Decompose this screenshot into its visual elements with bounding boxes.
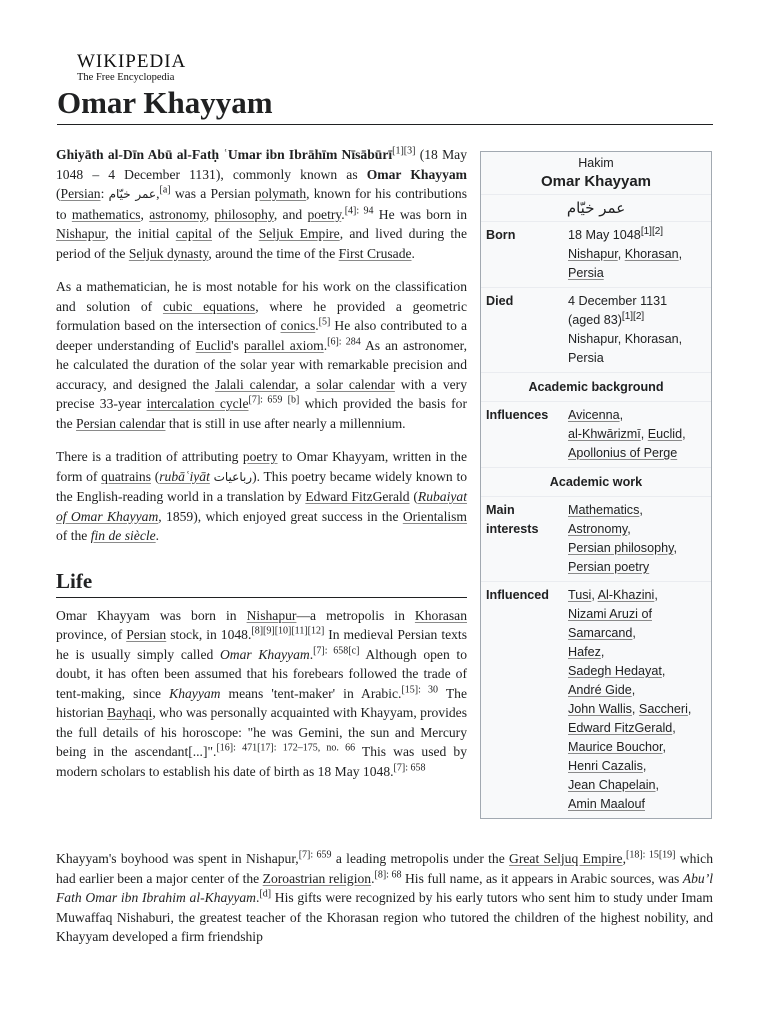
link-first-crusade[interactable]: First Crusade [338, 245, 412, 261]
link-astronomy[interactable]: Astronomy [568, 522, 628, 536]
logo-wordmark: WIKIPEDIA [77, 51, 187, 72]
link-edward-fitzgerald[interactable]: Edward FitzGerald [568, 721, 673, 735]
ref-sup[interactable]: [1][2] [640, 225, 664, 237]
ref-sup[interactable]: [1][3] [392, 145, 416, 157]
link-jalali-calendar[interactable]: Jalali calendar [215, 376, 296, 392]
link-poetry[interactable]: poetry [242, 449, 278, 464]
link-orientalism[interactable]: Orientalism [402, 508, 467, 524]
link-amin-maalouf[interactable]: Amin Maalouf [568, 797, 645, 811]
ref-sup[interactable]: [16]: 471[17]: 172–175, no. 66 [216, 742, 356, 754]
ref-sup[interactable]: [15]: 30 [401, 683, 439, 695]
infobox-native-name: عمر خیّام [566, 199, 626, 217]
infobox-row-influenced [481, 581, 711, 818]
infobox [480, 151, 712, 819]
section-heading-life: Life [56, 568, 467, 598]
infobox-section-work: Academic work [481, 467, 711, 496]
ref-sup[interactable]: [7]: 659 [248, 394, 283, 406]
native-name: عمر خیّام [108, 187, 157, 201]
ref-sup[interactable]: [8][9][10][11][12] [251, 625, 325, 637]
ref-sup[interactable]: [8]: 68 [374, 868, 402, 880]
paragraph-intro: Ghiyāth al-Dīn Abū al-Fatḥ ʿUmar ibn Ibrāhīm Nīsābūrī[1][3] (18 May 1048 – 4 December 1131), commonly known as Omar Khayyam (Persian: عمر خیّام,[a] was a Persian polymath, known for his contributions to mathematics, astronomy, philosophy, and poetry.$^{[4]: 94}$ He was born in Nishapur, the initial capital of the Seljuk Empire, and lived during the period of the Seljuk dynasty, around the time of the First Crusade. [56, 145, 467, 261]
link-seljuk-empire[interactable]: Seljuk Empire [258, 226, 340, 241]
infobox-value: 4 December 1131 (aged 83)[1][2] Nishapur, Khorasan, Persia [568, 294, 683, 365]
infobox-label: Died [486, 294, 514, 308]
link-persian-language[interactable]: Persian [60, 186, 101, 201]
link-jean-chapelain[interactable]: Jean Chapelain [568, 778, 656, 792]
common-name: Omar Khayyam [366, 166, 467, 182]
ref-sup[interactable]: [4]: 94 [344, 204, 374, 216]
link-avicenna[interactable]: Avicenna [568, 408, 620, 422]
logo-tagline: The Free Encyclopedia [77, 72, 175, 83]
rubaiyat-arabic: رباعیات [213, 469, 253, 484]
infobox-honorific: Hakim [578, 156, 614, 170]
link-great-seljuq-empire[interactable]: Great Seljuq Empire [509, 851, 623, 866]
ref-sup[interactable]: [18]: 15[19] [625, 849, 676, 861]
infobox-value: Tusi, Al-Khazini, Nizami Aruzi of Samarcand, Hafez, Sadegh Hedayat, André Gide, John Wallis, Saccheri, Edward FitzGerald, Maurice Bouchor, Henri Cazalis, Jean Chapelain, Amin Maalouf [568, 588, 692, 811]
link-nizami-aruzi[interactable]: Nizami Aruzi of Samarcand [568, 607, 652, 640]
link-quatrains[interactable]: quatrains [101, 468, 152, 484]
infobox-native-name-row [481, 194, 711, 221]
link-mathematics[interactable]: Mathematics [568, 503, 640, 517]
link-nishapur[interactable]: Nishapur [246, 607, 297, 623]
ref-sup[interactable]: [6]: 284 [327, 335, 361, 347]
link-astronomy[interactable]: astronomy [149, 206, 206, 222]
infobox-value: Avicenna, al-Khwārizmī, Euclid, Apollonius of Perge [568, 408, 686, 460]
link-apollonius[interactable]: Apollonius of Perge [568, 446, 678, 460]
infobox-label: Main interests [486, 503, 539, 536]
link-al-khwarizmi[interactable]: al-Khwārizmī [568, 427, 641, 441]
link-fin-de-siecle[interactable]: fin de siècle [90, 528, 156, 543]
link-nishapur[interactable]: Nishapur [56, 226, 106, 241]
link-mathematics[interactable]: mathematics [71, 206, 141, 222]
link-parallel-axiom[interactable]: parallel axiom [243, 337, 324, 353]
infobox-label: Influenced [486, 588, 549, 602]
link-persian-poetry[interactable]: Persian poetry [568, 560, 650, 574]
link-cubic-equations[interactable]: cubic equations [162, 298, 256, 314]
full-name: Ghiyāth al-Dīn Abū al-Fatḥ ʿUmar ibn Ibrāhīm Nīsābūrī [56, 147, 393, 162]
infobox-label: Born [486, 228, 516, 242]
link-intercalation-cycle[interactable]: intercalation cycle [146, 396, 249, 411]
link-rubaiyat-term[interactable]: rubāʿiyāt [159, 468, 210, 484]
infobox-row-interests [481, 496, 711, 581]
link-john-wallis[interactable]: John Wallis [568, 702, 632, 716]
link-poetry[interactable]: poetry [307, 206, 342, 222]
ref-sup[interactable]: [7]: 658[c] [313, 644, 360, 656]
link-sadegh-hedayat[interactable]: Sadegh Hedayat [568, 664, 662, 678]
infobox-row-born [481, 221, 711, 287]
link-persian-philosophy[interactable]: Persian philosophy [568, 541, 674, 555]
link-khorasan[interactable]: Khorasan [414, 607, 467, 623]
link-philosophy[interactable]: philosophy [214, 206, 274, 222]
infobox-row-died [481, 287, 711, 372]
paragraph-mathematics: As a mathematician, he is most notable for his work on the classification and solution of cubic equations, where he provided a geometric formulation based on the intersection of conics.[5] He also contributed to a deeper understanding of Euclid's parallel axiom.$^{[6]: 284}$ As an astronomer, he calculated the duration of the solar year with remarkable precision and accuracy, and designed the Jalali calendar, a solar calendar with a very precise 33-year intercalation cycle$^{[7]: 659}$ [b] which provided the basis for the Persian calendar that is still in use after nearly a millennium. [56, 279, 467, 431]
infobox-section-background: Academic background [481, 372, 711, 401]
wikipedia-logo[interactable] [77, 52, 186, 84]
link-conics[interactable]: conics [280, 318, 316, 333]
link-al-khazini[interactable]: Al-Khazini [597, 588, 655, 602]
link-euclid[interactable]: Euclid [647, 427, 683, 441]
link-persian-people[interactable]: Persian [126, 627, 167, 642]
infobox-label: Influences [486, 408, 549, 422]
link-rubaiyat-book[interactable]: Rubaiyat of Omar Khayyam [56, 489, 467, 524]
ref-sup[interactable]: [d] [259, 888, 272, 900]
paragraph-poetry: There is a tradition of attributing poetry to Omar Khayyam, written in the form of quatrains (rubāʿiyāt رباعیات). This poetry became widely known to the English-reading world in a translation by Edward FitzGerald (Rubaiyat of Omar Khayyam, 1859), which enjoyed great success in the Orientalism of the fin de siècle. [56, 449, 468, 543]
link-andre-gide[interactable]: André Gide [568, 683, 632, 697]
ref-sup[interactable]: [7]: 658 [393, 761, 426, 773]
link-persian-calendar[interactable]: Persian calendar [76, 415, 166, 431]
ref-sup[interactable]: [b] [287, 394, 300, 406]
link-persia[interactable]: Persia [568, 266, 604, 280]
link-maurice-bouchor[interactable]: Maurice Bouchor [568, 740, 663, 754]
link-polymath[interactable]: polymath [254, 186, 307, 201]
ref-sup[interactable]: [a] [159, 184, 171, 196]
link-nishapur[interactable]: Nishapur [568, 247, 618, 261]
infobox-value: Mathematics, Astronomy, Persian philosophy, Persian poetry [568, 503, 677, 574]
link-tusi[interactable]: Tusi [568, 588, 592, 602]
link-khorasan[interactable]: Khorasan [624, 247, 679, 261]
link-zoroastrian-religion[interactable]: Zoroastrian religion [262, 870, 372, 886]
infobox-row-influences [481, 401, 711, 467]
infobox-value: 18 May 1048[1][2] Nishapur, Khorasan, Persia [568, 225, 683, 280]
ref-sup[interactable]: [7]: 659 [298, 849, 332, 861]
link-edward-fitzgerald[interactable]: Edward FitzGerald [305, 489, 410, 504]
link-bayhaqi[interactable]: Bayhaqi [107, 705, 153, 720]
ref-sup[interactable]: [5] [318, 316, 331, 328]
page-title: Omar Khayyam [57, 86, 713, 125]
ref-sup[interactable]: [1][2] [621, 310, 645, 322]
infobox-name: Omar Khayyam [540, 173, 652, 190]
link-hafez[interactable]: Hafez [568, 645, 601, 659]
link-solar-calendar[interactable]: solar calendar [316, 376, 395, 392]
link-capital[interactable]: capital [175, 226, 212, 241]
link-seljuk-dynasty[interactable]: Seljuk dynasty [128, 245, 209, 261]
link-henri-cazalis[interactable]: Henri Cazalis [568, 759, 643, 773]
link-saccheri[interactable]: Saccheri [638, 702, 688, 716]
link-euclid[interactable]: Euclid [195, 337, 232, 353]
paragraph-life: Omar Khayyam was born in Nishapur—a metropolis in Khorasan province, of Persian stock, in 1048.[8][9][10][11][12] In medieval Persian texts he is usually simply called Omar Khayyam.[7]: 658[c] Although open to doubt, it has often been assumed that his forebears followed the trade of tent-making, since Khayyam means 'tent-maker' in Arabic.$^{[15]: 30}$ The historian Bayhaqi, who was personally acquainted with Khayyam, provides the full details of his horoscope: "he was Gemini, the sun and Mercury being in the ascendant[...]".$^{[16]: 471[17]: 172-175, no. 66}$ This was used by modern scholars to establish his date of birth as 18 May 1048.$^{[7]: 658}$ [56, 607, 467, 779]
article-lead [56, 145, 467, 795]
infobox-header [481, 152, 711, 194]
paragraph-boyhood: Khayyam's boyhood was spent in Nishapur,$^{[7]: 659}$ a leading metropolis under the Great Seljuq Empire,[18]: 15[19] which had earlier been a major center of the Zoroastrian religion.$^{[8]: 68}$ His full name, as it appears in Arabic sources, was Abu’l Fath Omar ibn Ibrahim al-Khayyam.[d] His gifts were recognized by his early tutors who sent him to study under Imam Muwaffaq Nishaburi, the greatest teacher of the Khorasan region who tutored the children of the highest nobility, and Khayyam developed a firm friendship [56, 849, 713, 944]
